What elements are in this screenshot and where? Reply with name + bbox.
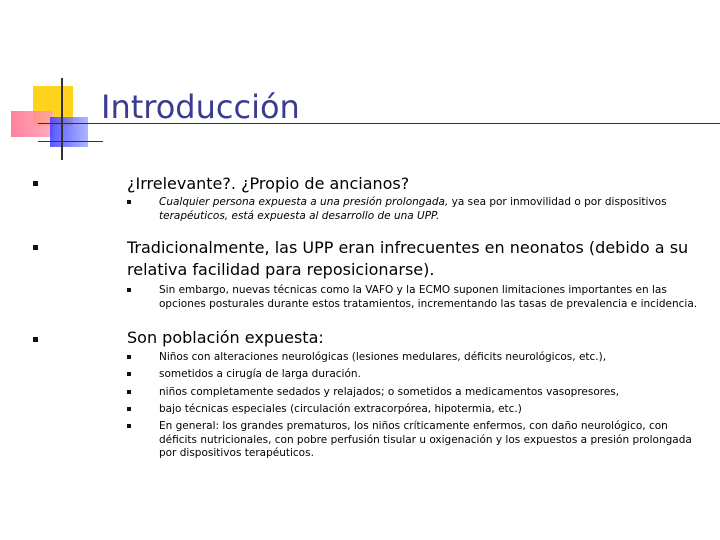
bullet-icon xyxy=(127,372,131,376)
bullet-icon xyxy=(127,355,131,359)
point-3-sub-4: bajo técnicas especiales (circulación extracorpórea, hipotermia, etc.) xyxy=(159,403,522,415)
logo-vertical-line xyxy=(61,78,63,160)
slide-logo xyxy=(0,0,100,170)
point-3-sub-3: niños completamente sedados y relajados; o sometidos a medicamentos vasopresores, xyxy=(159,386,620,398)
logo-blue-square xyxy=(50,117,88,147)
bullet-icon xyxy=(127,390,131,394)
point-1-sub-1-italic-2: terapéuticos, está expuesta al desarrollo de una UPP. xyxy=(159,209,440,222)
bullet-icon xyxy=(33,337,38,342)
slide-title: Introducción xyxy=(101,88,300,126)
bullet-icon xyxy=(127,288,131,292)
bullet-icon xyxy=(33,181,38,186)
point-2-sub-1: Sin embargo, nuevas técnicas como la VAFO y la ECMO suponen limitaciones importantes en las opciones posturales durante estos tratamientos, incrementando las tasas de prevalencia e incidencia. xyxy=(159,284,698,310)
point-1: ¿Irrelevante?. ¿Propio de ancianos? xyxy=(127,174,410,193)
point-3-sub-5: En general: los grandes prematuros, los niños críticamente enfermos, con daño neurológico, con déficits nutricionales, con pobre perfusión tisular u oxigenación y los expuestos a presión prolongada por dispositivos terapéuticos. xyxy=(159,420,692,459)
point-3: Son población expuesta: xyxy=(127,328,324,347)
bullet-icon xyxy=(33,245,38,250)
point-1-sub-1-rest: ya sea por inmovilidad o por dispositivos xyxy=(448,196,667,208)
point-3-sub-1: Niños con alteraciones neurológicas (lesiones medulares, déficits neurológicos, etc.), xyxy=(159,351,607,363)
point-1-sub-1 xyxy=(159,196,699,223)
point-2: Tradicionalmente, las UPP eran infrecuentes en neonatos (debido a su relativa facilidad para reposicionarse). xyxy=(127,238,689,279)
bullet-icon xyxy=(127,200,131,204)
logo-red-square xyxy=(11,111,53,137)
logo-divider xyxy=(38,141,103,142)
point-1-sub-1-italic: Cualquier persona expuesta a una presión prolongada, xyxy=(159,196,449,208)
point-3-sub-2: sometidos a cirugía de larga duración. xyxy=(159,368,361,380)
bullet-icon xyxy=(127,407,131,411)
bullet-icon xyxy=(127,424,131,428)
